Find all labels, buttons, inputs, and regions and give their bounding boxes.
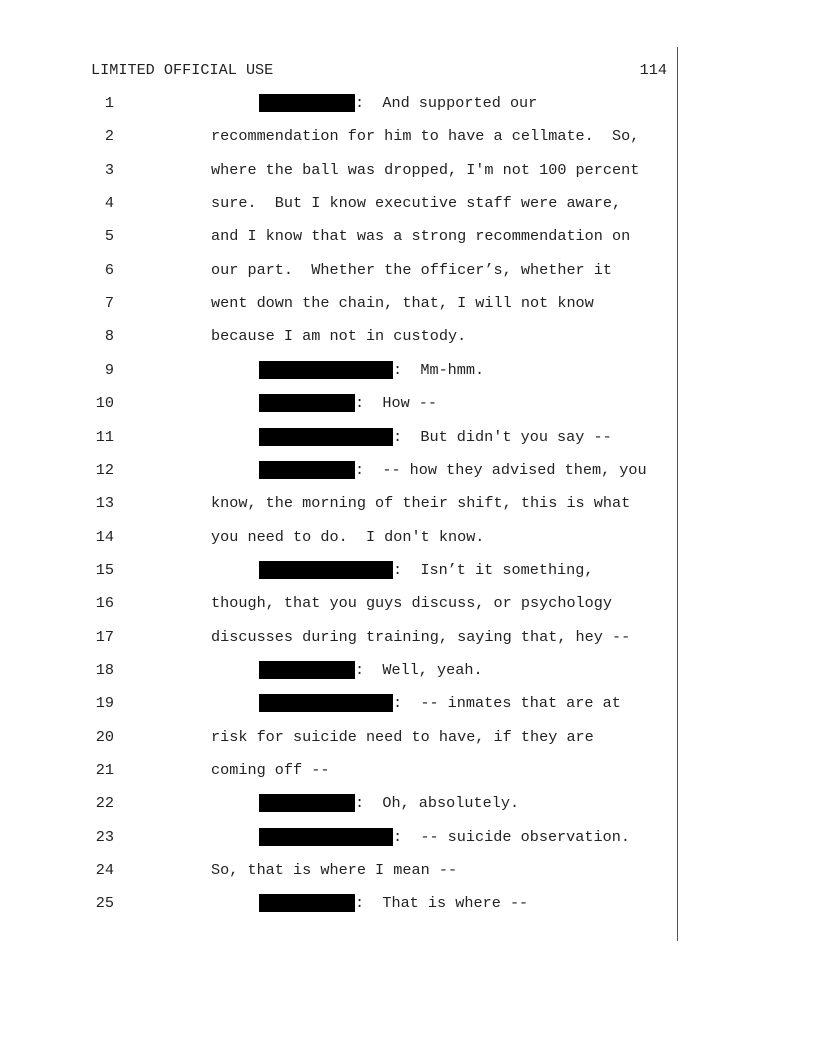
redacted-speaker-name bbox=[259, 428, 393, 446]
transcript-line bbox=[0, 528, 816, 550]
line-number: 21 bbox=[95, 761, 114, 779]
speaker-utterance: : That is where -- bbox=[355, 894, 529, 913]
transcript-line bbox=[0, 594, 816, 616]
classification-header: LIMITED OFFICIAL USE bbox=[91, 61, 274, 79]
continuation-text: went down the chain, that, I will not know bbox=[211, 294, 594, 313]
line-number: 20 bbox=[95, 727, 114, 746]
line-number: 12 bbox=[95, 460, 114, 479]
transcript-line bbox=[0, 327, 816, 349]
redacted-speaker-name bbox=[259, 394, 355, 412]
line-number: 7 bbox=[104, 294, 114, 313]
speaker-utterance: : How -- bbox=[355, 394, 438, 413]
redacted-speaker-name bbox=[259, 461, 355, 479]
line-number: 19 bbox=[95, 694, 114, 713]
redacted-speaker-name bbox=[259, 894, 355, 912]
page-number: 114 bbox=[639, 61, 667, 79]
line-number: 18 bbox=[95, 660, 114, 679]
continuation-text: So, that is where I mean -- bbox=[211, 861, 458, 880]
continuation-text: recommendation for him to have a cellmate. So, bbox=[211, 127, 640, 146]
line-number: 23 bbox=[95, 827, 114, 846]
speaker-utterance: : Isn’t it something, bbox=[393, 560, 594, 579]
transcript-line bbox=[0, 728, 816, 750]
transcript-line bbox=[0, 194, 816, 216]
continuation-text: sure. But I know executive staff were aware, bbox=[211, 194, 622, 213]
transcript-line bbox=[0, 461, 816, 483]
line-number: 9 bbox=[104, 360, 114, 379]
transcript-line bbox=[0, 94, 816, 116]
transcript-line bbox=[0, 894, 816, 916]
redacted-speaker-name bbox=[259, 561, 393, 579]
continuation-text: discusses during training, saying that, hey -- bbox=[211, 627, 631, 646]
line-number: 8 bbox=[104, 327, 114, 346]
continuation-text: you need to do. I don't know. bbox=[211, 527, 485, 546]
speaker-utterance: : Well, yeah. bbox=[355, 660, 483, 679]
line-number: 6 bbox=[104, 260, 114, 279]
continuation-text: our part. Whether the officer’s, whether it bbox=[211, 260, 613, 279]
continuation-text: and I know that was a strong recommendation on bbox=[211, 227, 631, 246]
transcript-line bbox=[0, 127, 816, 149]
line-number: 24 bbox=[95, 861, 114, 880]
line-number: 10 bbox=[95, 394, 114, 413]
transcript-line bbox=[0, 661, 816, 683]
line-number: 22 bbox=[95, 794, 114, 813]
transcript-line bbox=[0, 861, 816, 883]
redacted-speaker-name bbox=[259, 661, 355, 679]
transcript-line bbox=[0, 828, 816, 850]
continuation-text: because I am not in custody. bbox=[211, 327, 467, 346]
speaker-utterance: : -- inmates that are at bbox=[393, 694, 621, 713]
transcript-line bbox=[0, 561, 816, 583]
transcript-line bbox=[0, 161, 816, 183]
transcript-line bbox=[0, 428, 816, 450]
speaker-utterance: : But didn't you say -- bbox=[393, 427, 612, 446]
line-number: 4 bbox=[104, 194, 114, 213]
speaker-utterance: : Mm-hmm. bbox=[393, 360, 485, 379]
line-number: 13 bbox=[95, 494, 114, 513]
transcript-line bbox=[0, 361, 816, 383]
redacted-speaker-name bbox=[259, 361, 393, 379]
redacted-speaker-name bbox=[259, 794, 355, 812]
transcript-line bbox=[0, 261, 816, 283]
transcript-line bbox=[0, 394, 816, 416]
line-number: 11 bbox=[95, 427, 114, 446]
continuation-text: though, that you guys discuss, or psychology bbox=[211, 594, 613, 613]
speaker-utterance: : Oh, absolutely. bbox=[355, 794, 520, 813]
continuation-text: know, the morning of their shift, this is what bbox=[211, 494, 631, 513]
line-number: 2 bbox=[104, 127, 114, 146]
transcript-line bbox=[0, 694, 816, 716]
speaker-utterance: : -- suicide observation. bbox=[393, 827, 630, 846]
speaker-utterance: : And supported our bbox=[355, 94, 538, 112]
line-number: 5 bbox=[104, 227, 114, 246]
redacted-speaker-name bbox=[259, 94, 355, 112]
line-number: 17 bbox=[95, 627, 114, 646]
transcript-line bbox=[0, 294, 816, 316]
line-number: 15 bbox=[95, 560, 114, 579]
continuation-text: where the ball was dropped, I'm not 100 percent bbox=[211, 160, 640, 179]
continuation-text: coming off -- bbox=[211, 761, 330, 779]
transcript-line bbox=[0, 761, 816, 783]
transcript-line bbox=[0, 628, 816, 650]
line-number: 25 bbox=[95, 894, 114, 913]
line-number: 14 bbox=[95, 527, 114, 546]
line-number: 1 bbox=[104, 94, 114, 112]
continuation-text: risk for suicide need to have, if they are bbox=[211, 727, 594, 746]
line-number: 16 bbox=[95, 594, 114, 613]
line-number: 3 bbox=[104, 160, 114, 179]
redacted-speaker-name bbox=[259, 694, 393, 712]
redacted-speaker-name bbox=[259, 828, 393, 846]
transcript-line bbox=[0, 494, 816, 516]
transcript-line bbox=[0, 794, 816, 816]
speaker-utterance: : -- how they advised them, you bbox=[355, 460, 647, 479]
transcript-line bbox=[0, 227, 816, 249]
